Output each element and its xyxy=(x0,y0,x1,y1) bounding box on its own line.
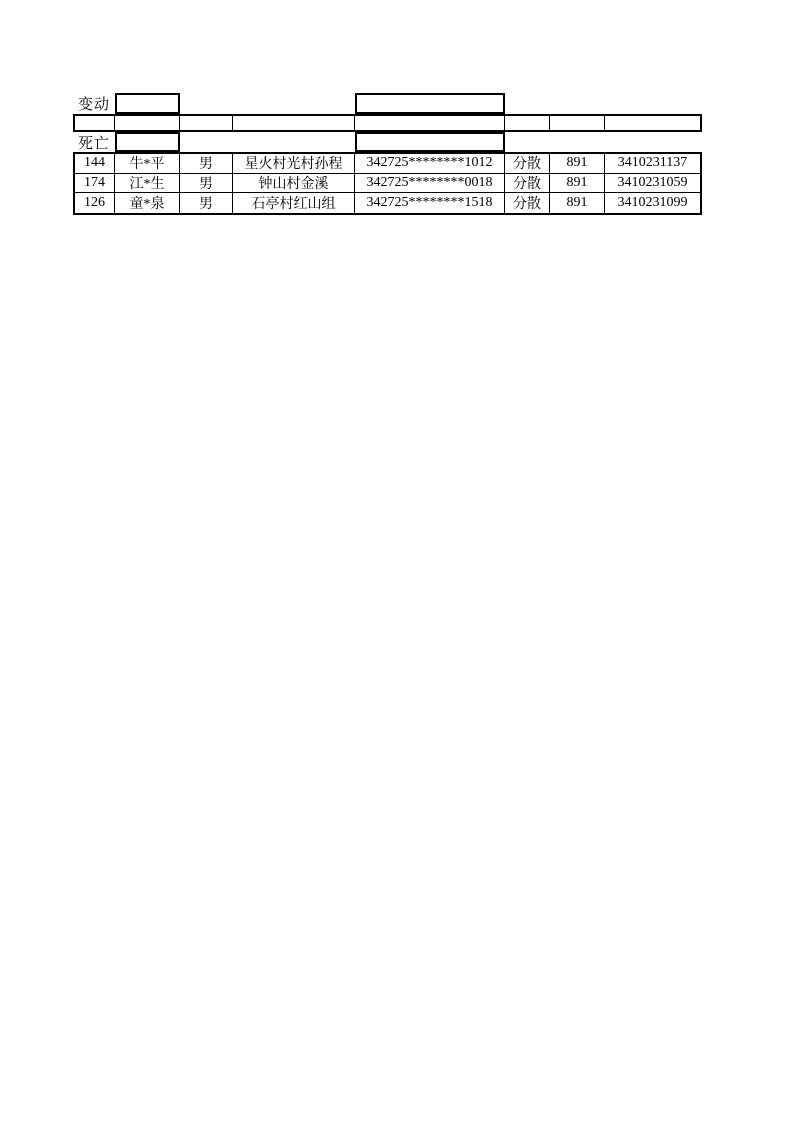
empty-cell-support-type xyxy=(505,116,550,130)
amount-cell: 891 xyxy=(550,174,605,194)
row-number-cell: 126 xyxy=(75,193,115,213)
section-label-change: 变动 xyxy=(77,97,110,113)
support-type-cell: 分散 xyxy=(505,154,550,174)
row-number-cell: 144 xyxy=(75,154,115,174)
record-number-cell: 3410231137 xyxy=(605,154,700,174)
name-cell: 江*生 xyxy=(115,174,180,194)
gender-cell: 男 xyxy=(180,174,233,194)
empty-cell-no xyxy=(75,116,115,130)
address-cell: 钟山村金溪 xyxy=(233,174,355,194)
record-number-cell: 3410231059 xyxy=(605,174,700,194)
id-number-cell: 342725********1012 xyxy=(355,154,505,174)
id-number-cell: 342725********1518 xyxy=(355,193,505,213)
empty-cell-change-name xyxy=(115,93,180,114)
empty-cell-gender xyxy=(180,116,233,130)
row-number-cell: 174 xyxy=(75,174,115,194)
empty-cell-death-name xyxy=(115,132,180,152)
empty-cell-death-id xyxy=(355,132,505,152)
section-label-death: 死亡 xyxy=(77,135,110,152)
empty-header-row xyxy=(73,114,702,132)
spreadsheet-fragment xyxy=(73,93,702,215)
amount-cell: 891 xyxy=(550,193,605,213)
support-type-cell: 分散 xyxy=(505,193,550,213)
record-number-cell: 3410231099 xyxy=(617,195,688,211)
support-type-cell: 分散 xyxy=(505,174,550,194)
death-records-table xyxy=(73,152,702,215)
name-cell: 童*泉 xyxy=(115,193,180,213)
empty-cell-amount xyxy=(550,116,605,130)
gender-cell: 男 xyxy=(180,193,233,213)
empty-cell-record-no xyxy=(605,116,700,130)
id-number-cell: 342725********0018 xyxy=(355,174,505,194)
amount-cell: 891 xyxy=(550,154,605,174)
gender-cell: 男 xyxy=(180,154,233,174)
empty-cell-id-number xyxy=(355,116,505,130)
address-cell: 石亭村红山组 xyxy=(233,193,355,213)
name-cell: 牛*平 xyxy=(115,154,180,174)
empty-cell-address xyxy=(233,116,355,130)
empty-cell-name xyxy=(115,116,180,130)
empty-cell-change-id xyxy=(355,93,505,114)
address-cell: 星火村光村孙程 xyxy=(233,154,355,174)
